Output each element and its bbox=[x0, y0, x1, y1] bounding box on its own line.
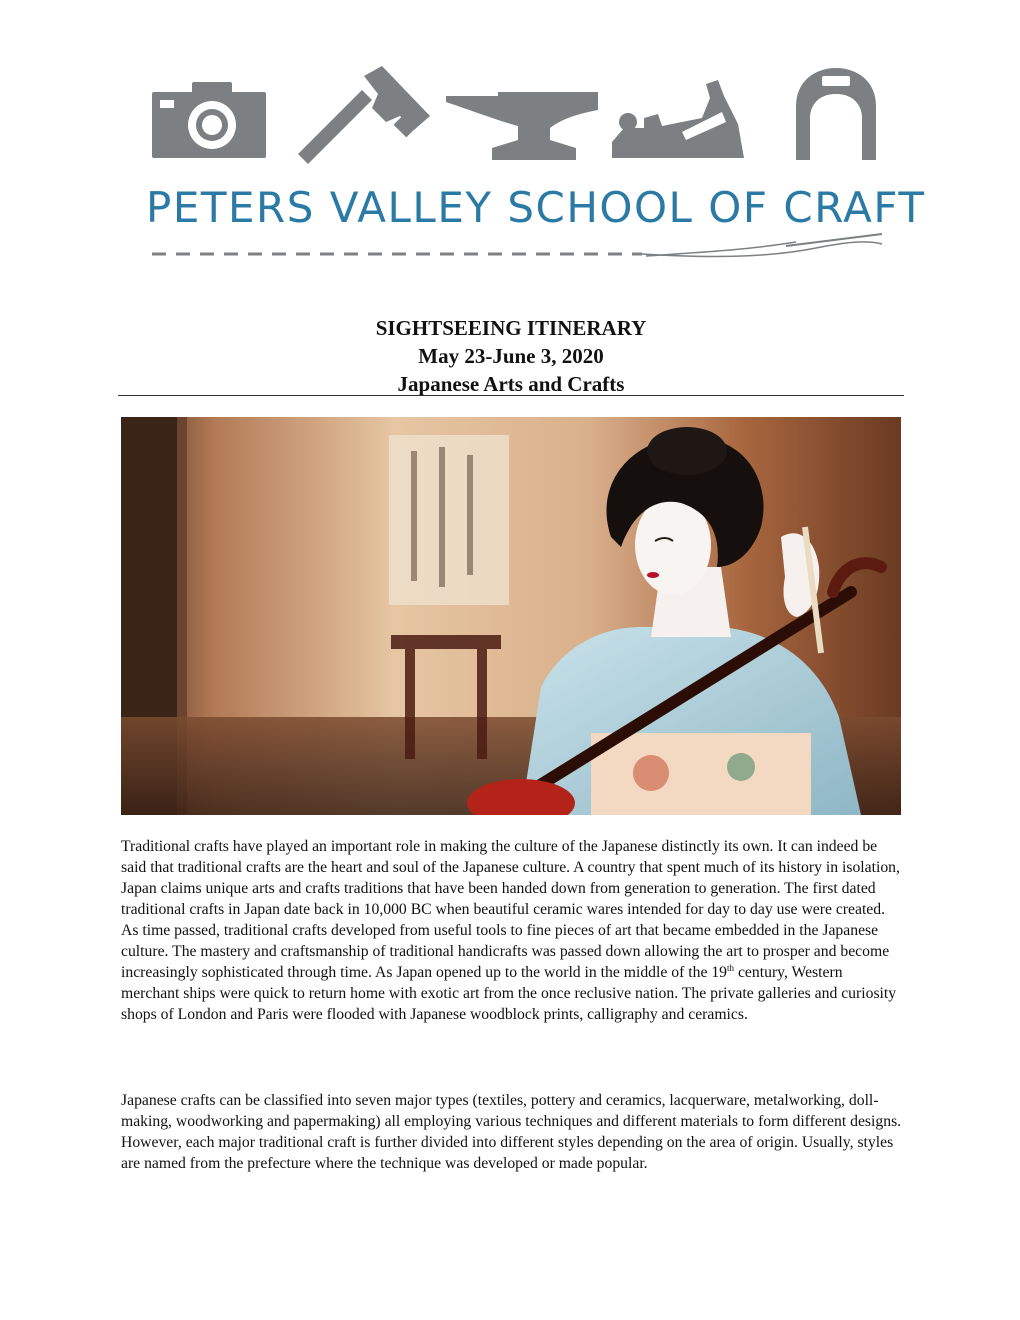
logo-icons bbox=[146, 62, 926, 268]
hammer-icon bbox=[298, 66, 430, 164]
title-line-1: SIGHTSEEING ITINERARY bbox=[375, 316, 647, 340]
pottery-icon bbox=[796, 68, 876, 160]
logo-text: PETERS VALLEY SCHOOL OF CRAFT bbox=[146, 183, 926, 232]
camera-icon bbox=[152, 82, 266, 158]
title-subject: Japanese Arts and Crafts bbox=[397, 372, 625, 396]
itinerary-heading bbox=[118, 314, 904, 398]
geisha-photo bbox=[121, 417, 901, 815]
geisha-illustration bbox=[121, 417, 901, 815]
hand-plane-icon bbox=[612, 80, 744, 158]
ordinal-superscript: th bbox=[727, 962, 735, 973]
needle-thread-icon bbox=[152, 234, 882, 256]
intro-paragraph-2: Japanese crafts can be classified into seven major types (textiles, pottery and ceramics, lacquerware, metalworking, doll-making, woodworking and papermaking) all employing various techniques and different materials to form different designs. However, each major traditional craft is further divided into different styles depending on the area of origin. Usually, styles are named from the prefecture where the technique was developed or made popular. bbox=[121, 1092, 902, 1172]
intro-text-part-2: century, Western merchant ships were quick to return home with exotic art from the once reclusive nation. The private galleries and curiosity shops of London and Paris were flooded with Japanese woodblock prints, calligraphy and ceramics. bbox=[121, 964, 897, 1023]
title-divider bbox=[118, 395, 904, 396]
title-dates: May 23-June 3, 2020 bbox=[418, 344, 604, 368]
school-logo bbox=[146, 62, 926, 268]
intro-paragraph-1 bbox=[121, 836, 903, 1025]
intro-text-part-1: Traditional crafts have played an important role in making the culture of the Japanese distinctly its own. It can indeed be said that traditional crafts are the heart and soul of the Japanese culture. A country that spent much of its history in isolation, Japan claims unique arts and crafts traditions that have been handed down from generation to generation. The first dated traditional crafts in Japan date back in 10,000 BC when beautiful ceramic wares intended for day to day use were created. As time passed, traditional crafts developed from useful tools to fine pieces of art that became embedded in the Japanese culture. The mastery and craftsmanship of traditional handicrafts was passed down allowing the art to prosper and become increasingly sophisticated through time. As Japan opened up to the world in the middle of the 19 bbox=[121, 838, 900, 981]
anvil-icon bbox=[446, 92, 598, 160]
